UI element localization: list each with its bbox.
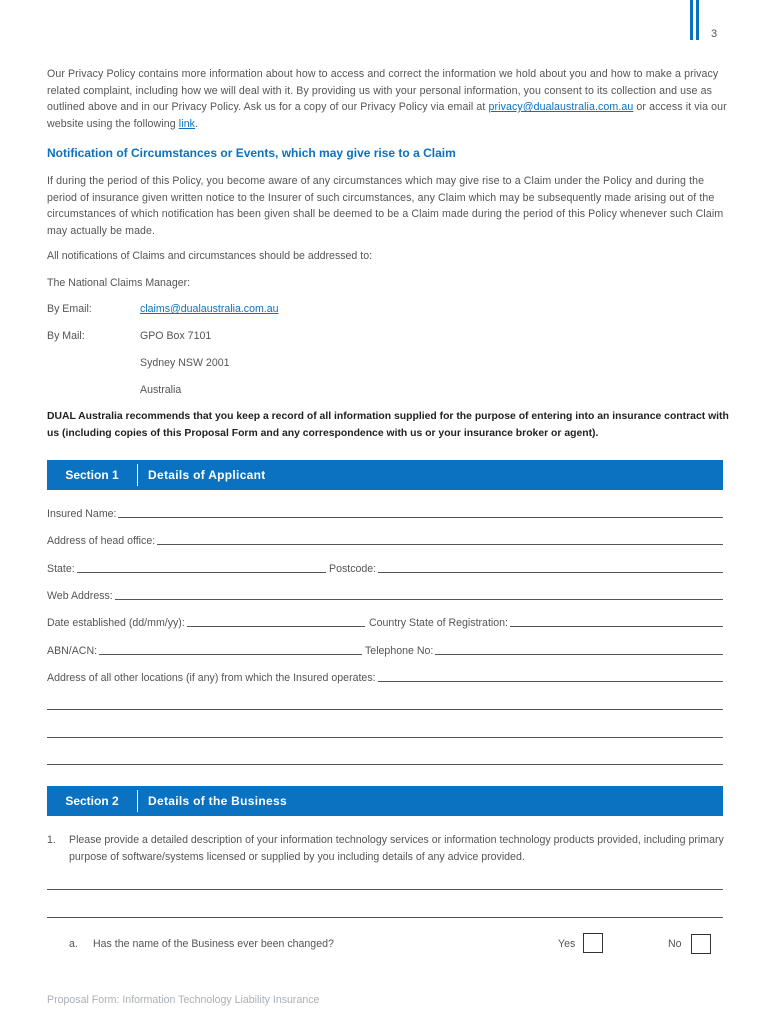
fill-line[interactable] — [378, 571, 723, 573]
claims-email-link[interactable]: claims@dualaustralia.com.au — [140, 303, 279, 315]
head-office-field[interactable] — [47, 535, 723, 547]
state-field[interactable] — [47, 563, 326, 575]
sub-question-text: Has the name of the Business ever been changed? — [93, 938, 334, 950]
privacy-email-link[interactable]: privacy@dualaustralia.com.au — [488, 101, 634, 113]
fill-line[interactable] — [510, 625, 723, 627]
section-divider — [137, 790, 138, 812]
field-label: Web Address: — [47, 590, 113, 602]
fill-line[interactable] — [435, 653, 723, 655]
fill-line[interactable] — [77, 571, 326, 573]
yes-label: Yes — [558, 938, 576, 950]
field-label: State: — [47, 563, 75, 575]
section-1-header — [47, 460, 723, 490]
fill-line[interactable] — [115, 598, 723, 600]
section-title: Details of Applicant — [148, 468, 266, 482]
field-label: Country State of Registration: — [369, 617, 508, 629]
privacy-policy-link[interactable]: link — [178, 117, 196, 130]
section-title: Details of the Business — [148, 794, 287, 808]
date-established-field[interactable] — [47, 617, 365, 629]
field-label: Address of head office: — [47, 535, 156, 547]
mail-line: GPO Box 7101 — [140, 330, 212, 342]
section-number: Section 2 — [65, 794, 119, 808]
mail-line: Sydney NSW 2001 — [140, 357, 230, 369]
field-label: ABN/ACN: — [47, 645, 98, 657]
country-state-field[interactable] — [369, 617, 723, 629]
record-recommendation: DUAL Australia recommends that you keep a record of all information supplied for the purpose of entering into an insurance contract with us (including copies of this Proposal Form and any correspondence with us or your insurance broker or agent). — [47, 411, 729, 439]
field-label: Address of all other locations (if any) from which the Insured operates: — [47, 672, 376, 684]
field-label: Postcode: — [329, 563, 377, 575]
privacy-paragraph — [47, 66, 727, 132]
fill-line[interactable] — [47, 709, 723, 710]
claims-manager-text: The National Claims Manager: — [47, 277, 191, 289]
section-2-header — [47, 786, 723, 816]
accent-bar — [696, 0, 699, 40]
web-address-field[interactable] — [47, 590, 723, 602]
section-divider — [137, 464, 138, 486]
privacy-text: Our Privacy Policy contains more information about how to access and correct the information we hold about you and how to make a privacy related complaint, including how we will deal with it. By providing us with your personal information, you consent to its collection and use as outlined above and in our Privacy Policy. Ask us for a copy of our Privacy Policy via email at — [47, 68, 719, 113]
fill-line[interactable] — [118, 516, 723, 518]
fill-line[interactable] — [47, 737, 723, 738]
privacy-text: or access it via our website using the following — [47, 101, 727, 130]
field-label: Telephone No: — [365, 645, 434, 657]
email-row — [47, 303, 279, 315]
field-label: Date established (dd/mm/yy): — [47, 617, 185, 629]
field-label: Insured Name: — [47, 508, 117, 520]
section-number: Section 1 — [65, 468, 119, 482]
fill-line[interactable] — [99, 653, 362, 655]
fill-line[interactable] — [47, 764, 723, 765]
email-label: By Email: — [47, 303, 92, 315]
footer-text: Proposal Form: Information Technology Liability Insurance — [47, 994, 320, 1006]
fill-line[interactable] — [378, 680, 723, 682]
notification-heading: Notification of Circumstances or Events, which may give rise to a Claim — [47, 146, 456, 160]
mail-row — [47, 330, 212, 342]
fill-line[interactable] — [157, 543, 723, 545]
fill-line[interactable] — [187, 625, 365, 627]
abn-acn-field[interactable] — [47, 645, 362, 657]
page-number: 3 — [711, 28, 718, 40]
question-text: Please provide a detailed description of your information technology services or information technology products provided, including primary purpose of software/systems licensed or supplied by you including details of any advice provided. — [69, 834, 724, 863]
mail-label: By Mail: — [47, 330, 85, 342]
addressed-to-text: All notifications of Claims and circumstances should be addressed to: — [47, 250, 373, 262]
no-label: No — [668, 938, 682, 950]
answer-line[interactable] — [47, 917, 723, 918]
mail-line: Australia — [140, 384, 182, 396]
telephone-field[interactable] — [365, 645, 723, 657]
sub-question-letter: a. — [69, 938, 78, 950]
question-number: 1. — [47, 834, 56, 846]
notification-paragraph: If during the period of this Policy, you become aware of any circumstances which may give rise to a Claim under the Policy and during the period of insurance given written notice to the Insurer of such circumstances, any Claim which may be subsequently made arising out of the circumstances of which notification has been given shall be deemed to be a Claim made during the period of this Policy whenever such Claim may actually be made. — [47, 175, 724, 237]
yes-checkbox[interactable] — [583, 933, 603, 953]
answer-line[interactable] — [47, 889, 723, 890]
postcode-field[interactable] — [329, 563, 723, 575]
other-locations-field[interactable] — [47, 672, 723, 684]
accent-bar — [690, 0, 693, 40]
privacy-text: . — [195, 117, 199, 130]
no-checkbox[interactable] — [691, 934, 711, 954]
insured-name-field[interactable] — [47, 508, 723, 520]
